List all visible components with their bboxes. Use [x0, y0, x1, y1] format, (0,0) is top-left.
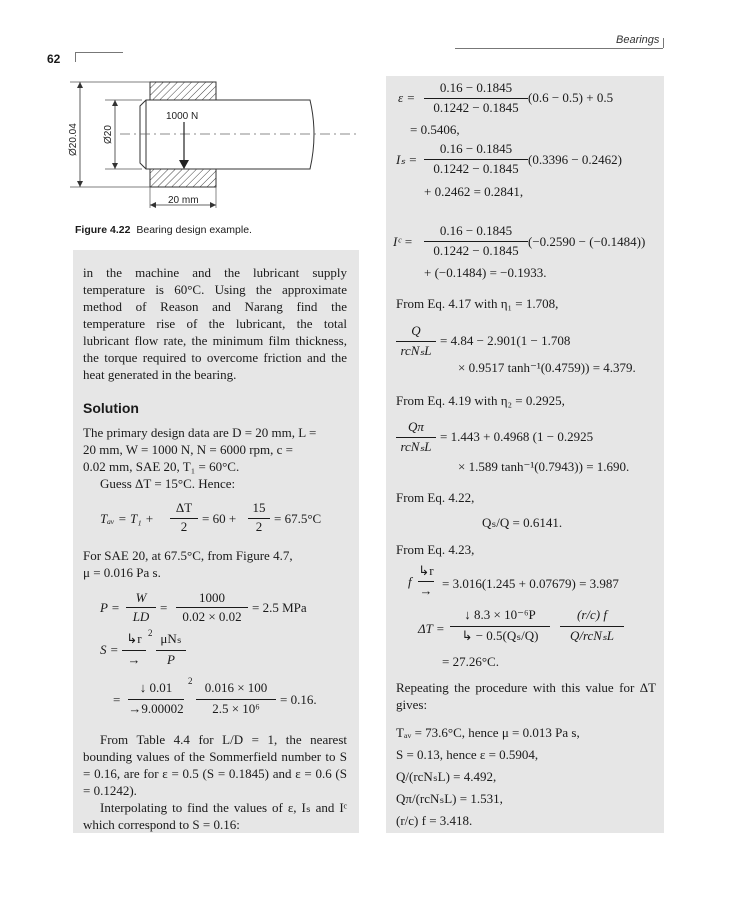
- eq423-line: From Eq. 4.23,: [396, 542, 475, 557]
- s-lhs: S =: [100, 642, 119, 657]
- f-lhs: f: [408, 574, 412, 589]
- problem-statement: in the machine and the lubricant supply temperature is 60°C. Using the approximate method of Reason and Narang find the temperature rise of the lubricant, the total lubricant flow rate, the minimum film thickness, the torque required to overcome friction and the heat generated in the bearing.: [83, 265, 347, 382]
- qpi-line-2: × 1.589 tanh⁻¹(0.7943)) = 1.690.: [458, 459, 630, 474]
- sae-line-2: μ = 0.016 Pa s.: [83, 565, 161, 580]
- qpi-den: rcNₛL: [400, 439, 432, 454]
- result-line-2: S = 0.13, hence ε = 0.5904,: [396, 747, 539, 762]
- is-den: 0.1242 − 0.1845: [433, 161, 519, 176]
- s-den1: →: [127, 652, 141, 667]
- s2-rhs: = 0.16.: [280, 692, 317, 707]
- tav-lhs: Tₐᵥ = T₁ +: [100, 511, 154, 526]
- p-eq: =: [160, 600, 168, 615]
- ic-lhs: Iᶜ =: [393, 234, 413, 249]
- interpolation-paragraph: Interpolating to find the values of ε, Iₛ and Iᶜ which correspond to S = 0.16:: [83, 800, 347, 832]
- p-num1: W: [135, 590, 147, 605]
- ic-result: + (−0.1484) = −0.1933.: [424, 265, 547, 280]
- design-data-line-1: The primary design data are D = 20 mm, L =: [83, 425, 317, 440]
- dt-lhs: ΔT =: [418, 621, 445, 636]
- is-result: + 0.2462 = 0.2841,: [424, 184, 524, 199]
- f-den: →: [419, 583, 433, 598]
- width-label: 20 mm: [168, 195, 199, 206]
- tav-num2: 15: [252, 500, 266, 515]
- qpi-line-1: = 1.443 + 0.4968 (1 − 0.2925: [440, 429, 594, 444]
- p-rhs: = 2.5 MPa: [252, 600, 307, 615]
- tav-rhs: = 67.5°C: [274, 511, 322, 526]
- inner-diameter-label: Ø20: [103, 125, 114, 144]
- s2-num2: 0.016 × 100: [204, 680, 268, 695]
- result-line-5: (r/c) f = 3.418.: [396, 813, 473, 828]
- running-header-section: Bearings: [616, 34, 660, 46]
- p-den2: 0.02 × 0.02: [182, 609, 242, 624]
- s-num1: ↳r: [126, 631, 142, 646]
- outer-diameter-label: Ø20.04: [68, 123, 79, 156]
- eps-tail: (0.6 − 0.5) + 0.5: [528, 90, 614, 105]
- eps-lhs: ε =: [398, 90, 416, 105]
- s2-eq: =: [113, 692, 121, 707]
- result-line-3: Q/(rcNₛL) = 4.492,: [396, 769, 497, 784]
- ic-num: 0.16 − 0.1845: [439, 223, 513, 238]
- q-line-1: = 4.84 − 2.901(1 − 1.708: [440, 333, 571, 348]
- header-rule-right: [455, 48, 663, 49]
- tav-mid: = 60 +: [202, 511, 237, 526]
- table-paragraph: From Table 4.4 for L/D = 1, the nearest bounding values of the Sommerfield number to S = 0.16, are for ε = 0.5 (S = 0.1845) and ε = 0.6 (S = 0.1242).: [83, 732, 347, 798]
- eps-num: 0.16 − 0.1845: [439, 80, 513, 95]
- bearing-diagram: [60, 72, 360, 222]
- is-lhs: Iₛ =: [396, 152, 418, 167]
- figure-caption-label: Figure 4.22: [75, 224, 131, 236]
- s2-den1: →9.00002: [128, 701, 184, 716]
- s-sup: 2: [148, 628, 153, 638]
- ic-den: 0.1242 − 0.1845: [433, 243, 519, 258]
- design-data-line-2: 20 mm, W = 1000 N, N = 6000 rpm, c =: [83, 442, 294, 457]
- is-tail: (0.3396 − 0.2462): [528, 152, 622, 167]
- s-den2: P: [167, 652, 175, 667]
- tav-num1: ΔT: [175, 500, 193, 515]
- s-num2: μNₛ: [160, 631, 182, 646]
- f-num: ↳r: [418, 563, 434, 578]
- tav-den2: 2: [255, 519, 263, 534]
- eq417-line: From Eq. 4.17 with η₁ = 1.708,: [396, 296, 559, 311]
- q-num: Q: [411, 323, 421, 338]
- bearing-figure: [60, 72, 360, 222]
- eq419-line: From Eq. 4.19 with η₂ = 0.2925,: [396, 393, 565, 408]
- dt-den1: ↳ − 0.5(Qₛ/Q): [461, 628, 539, 643]
- s2-den2: 2.5 × 10⁶: [212, 701, 260, 716]
- p-num2: 1000: [199, 590, 225, 605]
- load-label: 1000 N: [166, 111, 199, 122]
- repeat-paragraph: Repeating the procedure with this value for ΔT gives:: [396, 680, 656, 712]
- s2-sup: 2: [188, 676, 193, 686]
- dt-num1: ↓ 8.3 × 10⁻⁶P: [464, 607, 536, 622]
- result-line-4: Qπ/(rcNₛL) = 1.531,: [396, 791, 503, 806]
- solution-heading: Solution: [83, 400, 139, 416]
- bushing-bottom-section: [150, 169, 216, 187]
- page-number: 62: [47, 52, 61, 66]
- bushing-top-section: [150, 82, 216, 100]
- header-rule-left: [75, 52, 123, 53]
- qpi-num: Qπ: [408, 419, 424, 434]
- is-num: 0.16 − 0.1845: [439, 141, 513, 156]
- p-lhs: P =: [100, 600, 120, 615]
- eps-result: = 0.5406,: [410, 122, 460, 137]
- figure-caption-text: Bearing design example.: [136, 224, 252, 236]
- figure-caption: [75, 224, 252, 236]
- q-den: rcNₛL: [400, 343, 432, 358]
- design-data-line-3: 0.02 mm, SAE 20, T₁ = 60°C.: [83, 459, 240, 474]
- s2-num1: ↓ 0.01: [139, 680, 173, 695]
- dt-den2: Q/rcNₛL: [569, 628, 615, 643]
- f-rhs: = 3.016(1.245 + 0.07679) = 3.987: [442, 576, 619, 591]
- eq422-line: From Eq. 4.22,: [396, 490, 475, 505]
- ic-tail: (−0.2590 − (−0.1484)): [528, 234, 646, 249]
- p-den1: LD: [132, 609, 150, 624]
- header-tick-left: [75, 52, 76, 62]
- dt-num2: (r/c) f: [577, 607, 607, 622]
- qs-ratio: Qₛ/Q = 0.6141.: [482, 515, 563, 530]
- result-line-1: Tₐᵥ = 73.6°C, hence μ = 0.013 Pa s,: [396, 725, 580, 740]
- eps-den: 0.1242 − 0.1845: [433, 100, 519, 115]
- sae-line-1: For SAE 20, at 67.5°C, from Figure 4.7,: [83, 548, 293, 563]
- tav-den1: 2: [180, 519, 188, 534]
- dt-result: = 27.26°C.: [442, 654, 499, 669]
- header-tick-right: [663, 38, 664, 48]
- q-line-2: × 0.9517 tanh⁻¹(0.4759)) = 4.379.: [458, 360, 636, 375]
- guess-line: Guess ΔT = 15°C. Hence:: [100, 476, 236, 491]
